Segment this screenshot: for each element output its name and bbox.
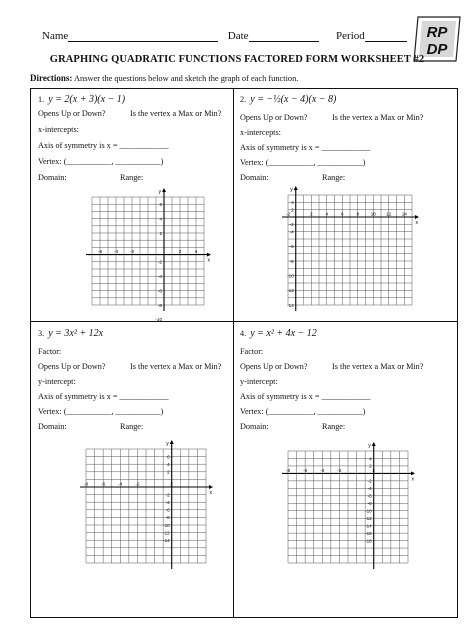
- y-tick-label: -12: [163, 530, 170, 536]
- x-tick-label: -2: [135, 481, 140, 487]
- y-tick-label: 2: [159, 230, 162, 236]
- y-tick-label: -2: [367, 478, 372, 484]
- name-field[interactable]: [68, 31, 218, 42]
- x-tick-label: 10: [370, 211, 376, 217]
- y-intercept-line: y-intercept:: [240, 377, 278, 386]
- opens-question: Opens Up or Down?: [38, 362, 106, 371]
- factor-line: Factor:: [38, 347, 62, 356]
- range-label: Range:: [322, 173, 346, 182]
- y-tick-label: -12: [287, 288, 294, 294]
- x-tick-label: -2: [129, 249, 135, 255]
- y-tick-label: 2: [369, 463, 372, 469]
- date-label: Date: [227, 30, 249, 42]
- y-axis-label: y: [368, 443, 371, 449]
- x-tick-label: 8: [356, 211, 360, 217]
- x-tick-label: 4: [194, 249, 198, 255]
- x-axis-arrow: [209, 485, 213, 489]
- logo-text-1: RP: [426, 24, 448, 41]
- x-tick-label: 2: [309, 211, 313, 217]
- y-tick-label: 6: [167, 454, 170, 460]
- coordinate-grid[interactable]: [78, 439, 214, 571]
- problem-2: [240, 93, 450, 318]
- x-tick-label: -2: [337, 467, 342, 473]
- x-tick-label: 2: [178, 249, 182, 255]
- problem-number: 3.: [38, 329, 45, 338]
- x-tick-label: -2: [285, 211, 291, 217]
- y-tick-label: -6: [157, 288, 162, 294]
- y-tick-label: -2: [157, 259, 162, 265]
- x-tick-label: 4: [325, 211, 329, 217]
- divider-horizontal: [30, 321, 458, 322]
- problem-number: 2.: [240, 95, 247, 104]
- axis-line: Axis of symmetry is x = ____________: [240, 143, 371, 152]
- axis-line: Axis of symmetry is x = ____________: [240, 392, 371, 401]
- domain-label: Domain:: [240, 173, 269, 182]
- y-tick-label: -6: [165, 507, 170, 513]
- y-tick-label: -12: [365, 516, 372, 521]
- range-label: Range:: [120, 173, 144, 182]
- y-tick-label: -4: [157, 274, 162, 279]
- coordinate-grid[interactable]: [84, 187, 212, 323]
- directions-label: Directions:: [30, 73, 73, 83]
- y-tick-label: -8: [157, 302, 162, 308]
- logo-text-2: DP: [426, 41, 448, 58]
- y-tick-label: -2: [289, 222, 294, 228]
- y-axis-arrow: [162, 188, 166, 192]
- y-tick-label: -6: [367, 493, 372, 499]
- range-label: Range:: [322, 422, 346, 431]
- vertex-line: Vertex: (___________, ___________): [38, 157, 164, 166]
- period-field[interactable]: [365, 31, 407, 42]
- opens-question: Opens Up or Down?: [240, 362, 308, 371]
- x-tick-label: 12: [386, 211, 392, 217]
- name-label: Name: [42, 30, 69, 42]
- x-axis-label: x: [415, 220, 418, 226]
- x-axis-label: x: [411, 476, 414, 483]
- x-intercepts-line: x-intercepts:: [240, 128, 281, 137]
- x-tick-label: -4: [320, 467, 325, 473]
- x-intercepts-line: x-intercepts:: [38, 125, 79, 134]
- y-tick-label: -14: [287, 302, 294, 308]
- axis-line: Axis of symmetry is x = ____________: [38, 392, 169, 401]
- x-tick-label: -6: [97, 249, 103, 255]
- axis-line: Axis of symmetry is x = ____________: [38, 141, 169, 150]
- y-tick-label: 4: [159, 216, 162, 222]
- y-axis-label: y: [158, 189, 161, 195]
- x-axis-label: x: [207, 257, 210, 264]
- equation: y = −½(x − 4)(x − 8): [250, 94, 337, 105]
- y-tick-label: -8: [165, 515, 170, 521]
- y-tick-label: -2: [165, 492, 170, 498]
- max-min-question: Is the vertex a Max or Min?: [332, 362, 424, 371]
- y-tick-label: -10: [365, 508, 372, 514]
- equation: y = 2(x + 3)(x − 1): [48, 94, 126, 105]
- y-tick-label: 4: [167, 462, 170, 467]
- max-min-question: Is the vertex a Max or Min?: [130, 362, 222, 371]
- y-tick-label: -8: [289, 258, 294, 264]
- y-tick-label: -10: [163, 522, 170, 528]
- equation: y = 3x² + 12x: [48, 328, 104, 339]
- y-tick-label: 2: [291, 207, 294, 213]
- y-tick-label: -4: [367, 486, 372, 492]
- y-tick-label: -6: [289, 244, 294, 250]
- x-tick-label: -6: [101, 481, 106, 487]
- y-axis-arrow: [372, 442, 376, 446]
- x-tick-label: -6: [303, 467, 308, 473]
- y-axis-label: y: [290, 187, 293, 193]
- problem-number: 4.: [240, 329, 247, 338]
- vertex-line: Vertex: (___________, ___________): [38, 407, 164, 416]
- header-fields: [42, 30, 407, 42]
- y-tick-label: -10: [155, 317, 162, 323]
- equation: y = x² + 4x − 12: [250, 328, 317, 339]
- worksheet-title: GRAPHING QUADRATIC FUNCTIONS FACTORED FORM WORKSHEET #2: [49, 54, 425, 65]
- x-axis-arrow: [207, 253, 211, 257]
- problem-4: [240, 327, 450, 612]
- x-tick-label: -8: [83, 481, 89, 487]
- x-tick-label: -4: [113, 249, 119, 255]
- y-tick-label: -8: [367, 501, 372, 507]
- directions: [30, 73, 298, 83]
- y-axis-arrow: [170, 440, 174, 444]
- y-tick-label: -18: [365, 538, 372, 544]
- coordinate-grid[interactable]: [280, 441, 416, 571]
- domain-label: Domain:: [38, 173, 67, 182]
- x-tick-label: 6: [340, 211, 344, 217]
- x-axis-arrow: [415, 215, 419, 219]
- y-tick-label: -4: [289, 229, 294, 235]
- period-label: Period: [336, 30, 365, 42]
- y-tick-label: -14: [365, 523, 372, 529]
- x-tick-label: 2: [372, 467, 375, 473]
- y-axis-label: y: [166, 441, 169, 447]
- y-intercept-line: y-intercept:: [38, 377, 76, 386]
- domain-label: Domain:: [240, 422, 269, 431]
- x-tick-label: -8: [285, 467, 291, 473]
- directions-text: Answer the questions below and sketch the graph of each function.: [73, 74, 299, 83]
- y-tick-label: -16: [365, 530, 372, 536]
- vertex-line: Vertex: (___________, ___________): [240, 407, 366, 416]
- y-tick-label: 4: [369, 456, 372, 462]
- y-tick-label: 4: [291, 200, 294, 206]
- y-tick-label: 6: [159, 202, 162, 207]
- range-label: Range:: [120, 422, 144, 431]
- problem-1: [38, 93, 228, 323]
- opens-question: Opens Up or Down?: [38, 109, 106, 118]
- vertex-line: Vertex: (___________, ___________): [240, 158, 366, 167]
- factor-line: Factor:: [240, 347, 264, 356]
- y-tick-label: -10: [287, 273, 294, 279]
- y-axis-arrow: [294, 186, 298, 190]
- x-tick-label: 14: [401, 211, 407, 217]
- y-tick-label: -14: [163, 538, 170, 543]
- problem-3: [38, 327, 228, 612]
- max-min-question: Is the vertex a Max or Min?: [130, 109, 222, 118]
- x-tick-label: -4: [118, 481, 123, 487]
- x-axis-arrow: [411, 471, 415, 475]
- x-tick-label: 2: [170, 481, 173, 487]
- date-field[interactable]: [249, 31, 319, 42]
- y-tick-label: -4: [165, 500, 170, 505]
- y-tick-label: 2: [167, 469, 170, 475]
- max-min-question: Is the vertex a Max or Min?: [332, 113, 424, 122]
- divider-vertical: [233, 88, 234, 618]
- x-axis-label: x: [209, 490, 212, 496]
- opens-question: Opens Up or Down?: [240, 113, 308, 122]
- coordinate-grid[interactable]: [280, 185, 420, 313]
- problem-number: 1.: [38, 95, 45, 104]
- domain-label: Domain:: [38, 422, 67, 431]
